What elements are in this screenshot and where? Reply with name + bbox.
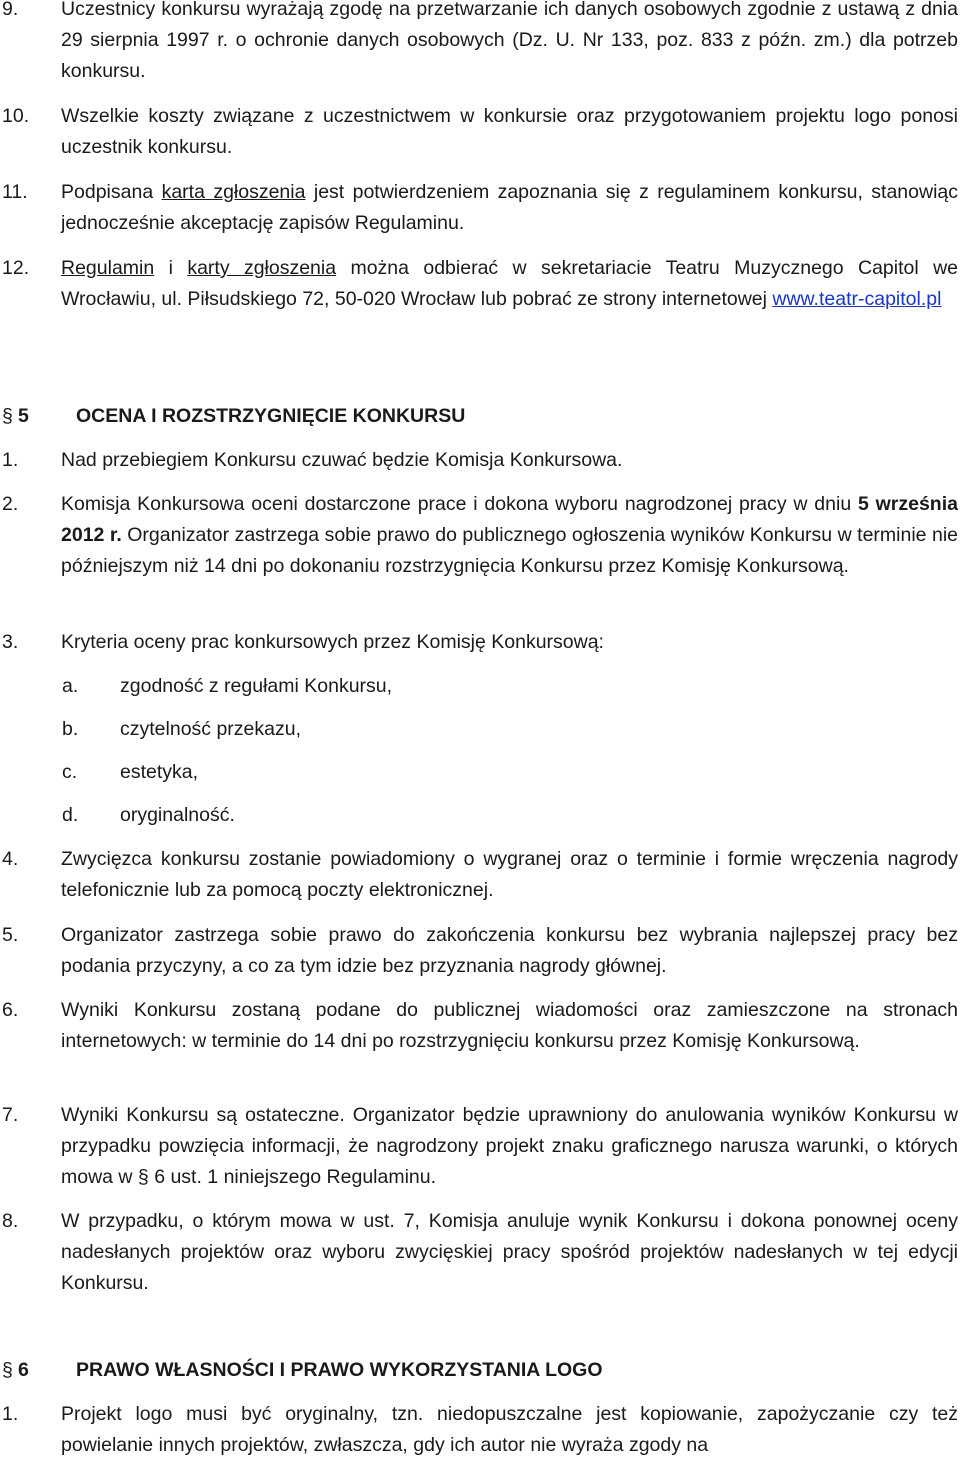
item-number: 1. (2, 449, 19, 471)
list-item-9 (0, 0, 960, 87)
text-segment: i (154, 257, 188, 279)
s5-item-4 (0, 844, 960, 906)
item-number: 10. (2, 105, 30, 127)
karty-zgloszenia-underlined: karty zgłoszenia (187, 257, 337, 279)
item-text: Wyniki Konkursu zostaną podane do publicznej wiadomości oraz zamieszczone na stronach internetowych: w terminie do 14 dni po rozstrzygnięciu konkursu przez Komisję Konkursową. (61, 999, 958, 1052)
criteria-text: czytelność przekazu, (120, 718, 301, 740)
item-number: 3. (2, 631, 19, 653)
criteria-text: estetyka, (120, 761, 199, 783)
karta-zgloszenia-underlined: karta zgłoszenia (161, 181, 306, 203)
item-text: Projekt logo musi być oryginalny, tzn. niedopuszczalne jest kopiowanie, zapożyczanie czy też powielanie innych projektów, zwłaszcza, gdy ich autor nie wyraża zgody na (61, 1403, 958, 1456)
s5-item-8 (0, 1206, 960, 1299)
text-segment: Podpisana (61, 181, 162, 203)
item-number: 5. (2, 924, 19, 946)
criteria-letter: c. (62, 761, 78, 783)
s5-item-1 (0, 445, 960, 476)
item-text: Nad przebiegiem Konkursu czuwać będzie Komisja Konkursowa. (61, 449, 623, 471)
item-text: Wyniki Konkursu są ostateczne. Organizator będzie uprawniony do anulowania wyników Konkursu w przypadku powzięcia informacji, że nagrodzony projekt znaku graficznego narusza warunki, o których mowa w § 6 ust. 1 niniejszego Regulaminu. (61, 1104, 958, 1188)
criteria-letter: b. (62, 718, 79, 740)
item-text (61, 489, 958, 582)
s5-item-2 (0, 489, 960, 582)
item-text: Uczestnicy konkursu wyrażają zgodę na przetwarzanie ich danych osobowych zgodnie z ustawą z dnia 29 sierpnia 1997 r. o ochronie danych osobowych (Dz. U. Nr 133, poz. 833 z późn. zm.) dla potrzeb konkursu. (61, 0, 958, 82)
regulamin-underlined: Regulamin (61, 257, 155, 279)
item-number: 11. (2, 181, 28, 203)
item-number: 8. (2, 1210, 19, 1232)
s5-item-7 (0, 1100, 960, 1193)
item-text: W przypadku, o którym mowa w ust. 7, Komisja anuluje wynik Konkursu i dokona ponownej oceny nadesłanych projektów oraz wyboru zwycięskiej pracy spośród projektów nadesłanych w tej edycji Konkursu. (61, 1210, 958, 1294)
s6-item-1 (0, 1399, 960, 1461)
s5-item-6 (0, 995, 960, 1057)
criteria-text: oryginalność. (120, 804, 235, 826)
list-item-12 (0, 253, 960, 315)
item-text: Kryteria oceny prac konkursowych przez Komisję Konkursową: (61, 631, 604, 653)
item-number: 7. (2, 1104, 19, 1126)
website-link[interactable]: www.teatr-capitol.pl (772, 288, 942, 310)
s5-item-5 (0, 920, 960, 982)
list-item-11 (0, 177, 960, 239)
criteria-letter: a. (62, 675, 79, 697)
text-segment: Komisja Konkursowa oceni dostarczone prace i dokona wyboru nagrodzonej pracy w dniu (61, 493, 858, 515)
item-number: 2. (2, 493, 19, 515)
criteria-text: zgodność z regułami Konkursu, (120, 675, 393, 697)
item-text: Wszelkie koszty związane z uczestnictwem w konkursie oraz przygotowaniem projektu logo ponosi uczestnik konkursu. (61, 105, 958, 158)
paragraph-sign: § (2, 1359, 13, 1381)
judging-date: 5 września 2012 r. (61, 493, 958, 546)
s5-item-3 (0, 627, 960, 658)
item-number: 1. (2, 1403, 19, 1425)
item-number: 9. (2, 0, 19, 20)
item-text (61, 177, 958, 239)
section-number: 6 (18, 1359, 29, 1381)
text-segment: jest potwierdzeniem zapoznania się z regulaminem konkursu, stanowiąc jednocześnie akceptację zapisów Regulaminu. (61, 181, 958, 234)
item-number: 12. (2, 257, 30, 279)
item-text: Organizator zastrzega sobie prawo do zakończenia konkursu bez wybrania najlepszej pracy bez podania przyczyny, a co za tym idzie bez przyznania nagrody głównej. (61, 924, 958, 977)
item-text (61, 253, 958, 315)
list-item-10 (0, 101, 960, 163)
item-number: 4. (2, 848, 19, 870)
section-number: 5 (18, 405, 29, 427)
paragraph-sign: § (2, 405, 13, 427)
text-segment: można odbierać w sekretariacie Teatru Muzycznego Capitol we Wrocławiu, ul. Piłsudskiego 72, 50-020 Wrocław lub pobrać ze strony internetowej (61, 257, 958, 310)
item-text: Zwycięzca konkursu zostanie powiadomiony o wygranej oraz o terminie i formie wręczenia nagrody telefonicznie lub za pomocą poczty elektronicznej. (61, 848, 958, 901)
text-segment: Organizator zastrzega sobie prawo do publicznego ogłoszenia wyników Konkursu w terminie nie późniejszym niż 14 dni po dokonaniu rozstrzygnięcia Konkursu przez Komisję Konkursową. (61, 524, 958, 577)
section-title: OCENA I ROZSTRZYGNIĘCIE KONKURSU (76, 405, 466, 427)
item-number: 6. (2, 999, 19, 1021)
criteria-letter: d. (62, 804, 79, 826)
section-title: PRAWO WŁASNOŚCI I PRAWO WYKORZYSTANIA LOGO (76, 1359, 603, 1381)
